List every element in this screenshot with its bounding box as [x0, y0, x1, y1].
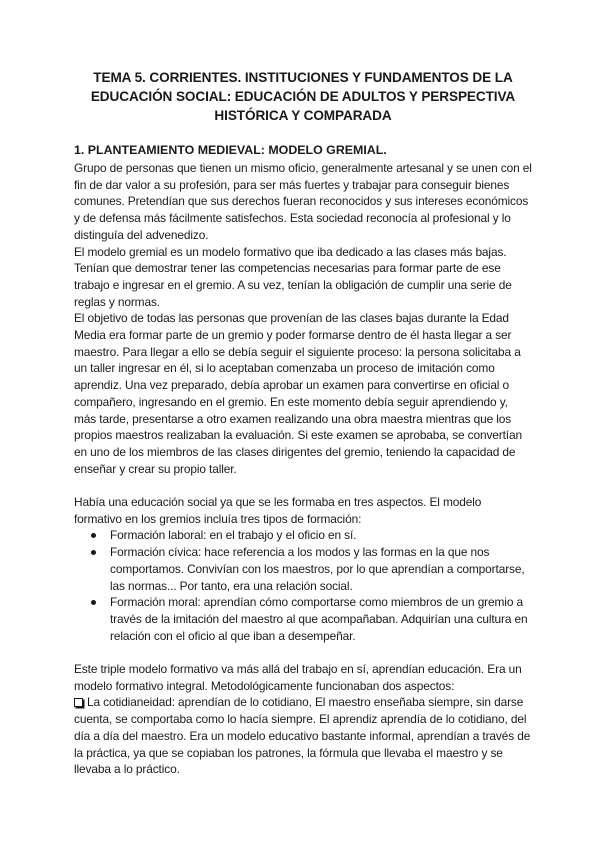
list-item-text: Formación laboral: en el trabajo y el oficio en sí.	[110, 528, 357, 543]
list-item	[110, 527, 532, 544]
paragraph-triple-modelo: Este triple modelo formativo va más allá del trabajo en sí, aprendían educación. Era un modelo formativo integral. Metodológicamente funcionaban dos aspectos:	[74, 662, 522, 693]
formation-list	[74, 527, 532, 644]
paragraph-gremio-definition: Grupo de personas que tienen un mismo oficio, generalmente artesanal y se unen con el fin de dar valor a su profesión, para ser más fuertes y trabajar para conseguir bienes comunes. Pretendían que sus derechos fueran reconocidos y sus intereses económicos y de defensa más fácilmente satisfechos. Esta sociedad reconocía al profesional y lo distinguía del advenedizo.	[74, 161, 532, 242]
list-item-text: Formación moral: aprendían cómo comportarse como miembros de un gremio a través de la imitación del maestro al que acompañaban. Adquirían una cultura en relación con el oficio al que iban a desempeñar.	[110, 595, 528, 643]
list-item	[110, 544, 532, 594]
list-item-text: Formación cívica: hace referencia a los modos y las formas en la que nos comportamos. Convivían con los maestros, por lo que aprendían a comportarse, las normas... Por tanto, era una relación social.	[110, 545, 525, 593]
checkbox-item-text: La cotidianeidad: aprendían de lo cotidiano, El maestro enseñaba siempre, sin darse cuenta, se comportaba como lo hacía siempre. El aprendiz aprendía de lo cotidiano, del día a día del maestro. Era un modelo educativo bastante informal, aprendían a través de la práctica, ya que se copiaban los patrones, la fórmula que llevaba el maestro y se llevaba a lo práctico.	[74, 695, 531, 777]
checkbox-bullet-icon	[74, 698, 83, 707]
checkbox-list-item	[74, 694, 532, 778]
list-item	[110, 594, 532, 644]
bullet-icon	[91, 600, 96, 605]
document-title: TEMA 5. CORRIENTES. INSTITUCIONES Y FUNDAMENTOS DE LA EDUCACIÓN SOCIAL: EDUCACIÓN DE ADULTOS Y PERSPECTIVA HISTÓRICA Y COMPARADA	[90, 70, 516, 123]
bullet-icon	[91, 533, 96, 538]
paragraph-modelo-gremial: El modelo gremial es un modelo formativo que iba dedicado a las clases más bajas. Tenían que demostrar tener las competencias necesarias para formar parte de ese trabajo e ingresar en el gremio. A su vez, tenían la obligación de cumplir una serie de reglas y normas.	[74, 244, 512, 309]
paragraph-tipos-formacion: Había una educación social ya que se les formaba en tres aspectos. El modelo formativo en los gremios incluía tres tipos de formación:	[74, 495, 482, 526]
spacer	[74, 644, 532, 661]
paragraph-objetivo: El objetivo de todas las personas que provenían de las clases bajas durante la Edad Media era formar parte de un gremio y poder formarse dentro de él hasta llegar a ser maestro. Para llegar a ello se debía seguir el siguiente proceso: la persona solicitaba a un taller ingresar en él, si lo aceptaban comenzaba un proceso de imitación como aprendiz. Una vez preparado, debía aprobar un examen para convertirse en oficial o compañero, ingresando en el gremio. En este momento debía seguir aprendiendo y, más tarde, presentarse a otro examen realizando una obra maestra mientras que los propios maestros realizaban la evaluación. Si este examen se aprobaba, se convertían en uno de los miembros de las clases dirigentes del gremio, teniendo la capacidad de enseñar y crear su propio taller.	[74, 311, 522, 476]
spacer	[74, 477, 532, 494]
section-heading: 1. PLANTEAMIENTO MEDIEVAL: MODELO GREMIAL.	[74, 143, 387, 157]
bullet-icon	[91, 550, 96, 555]
